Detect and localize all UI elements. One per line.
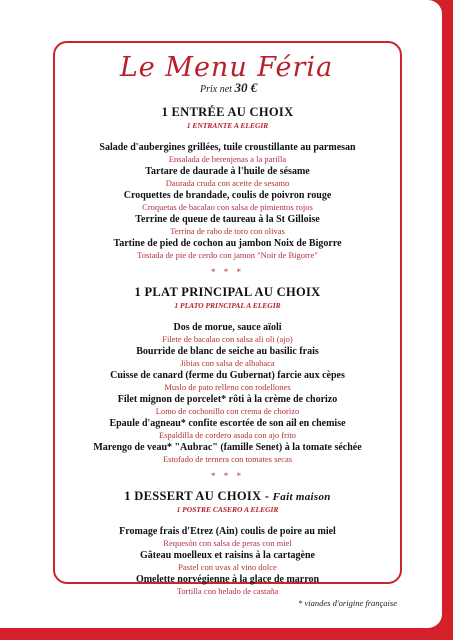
dish-translation: Requesón con salsa de peras con miel — [163, 538, 292, 548]
list-item — [60, 393, 395, 417]
list-item — [60, 237, 395, 261]
dish-name: Epaule d'agneau* confite escortée de son ail en chemise — [109, 418, 346, 429]
section-subtitle: 1 ENTRANTE A ELEGIR — [186, 121, 269, 130]
list-item — [60, 213, 395, 237]
menu-price — [200, 80, 257, 96]
list-item — [60, 441, 395, 465]
list-item — [60, 549, 395, 573]
list-item — [60, 369, 395, 393]
dish-name: Terrine de queue de taureau à la St Gilloise — [135, 214, 320, 225]
list-item — [60, 321, 395, 345]
dish-translation: Croquetas de bacalao con salsa de pimientos rojos — [142, 202, 313, 212]
dish-name: Gâteau moelleux et raisins à la cartagène — [140, 550, 315, 561]
dish-translation: Lomo de cochonillo con crema de chorizo — [155, 406, 300, 416]
section-subtitle: 1 PLATO PRINCIPAL A ELEGIR — [174, 301, 281, 310]
dish-translation: Daurada cruda con aceite de sesamo — [165, 178, 290, 188]
list-item — [60, 141, 395, 165]
dish-translation: Tostada de pie de cerdo con jamon "Noir de Bigorre" — [137, 250, 318, 260]
dish-translation: Filete de bacalao con salsa ali oli (ajo) — [162, 334, 293, 344]
list-item — [60, 345, 395, 369]
dish-translation: Terrina de rabo de toro con olivas — [170, 226, 285, 236]
section-subtitle: 1 POSTRE CASERO A ELEGIR — [176, 505, 279, 514]
list-item — [60, 417, 395, 441]
list-item — [60, 573, 395, 597]
dish-name: Marengo de veau* "Aubrac" (famille Senet) à la tomate séchée — [93, 442, 362, 453]
list-item — [60, 525, 395, 549]
dish-name: Tartine de pied de cochon au jambon Noix de Bigorre — [113, 238, 342, 249]
section-title: 1 ENTRÉE AU CHOIX — [161, 105, 294, 119]
price-value: 30 € — [234, 80, 258, 95]
dish-name: Croquettes de brandade, coulis de poivron rouge — [123, 190, 332, 201]
section-dessert — [60, 489, 395, 597]
dish-translation: Jibias con salsa de albahaca — [180, 358, 275, 368]
dish-translation: Ensalada de berenjenas a la parilla — [168, 154, 287, 164]
dish-translation: Muslo de pato relleno con rodellones — [164, 382, 291, 392]
menu-content — [60, 105, 395, 597]
dish-name: Dos de morue, sauce aïoli — [173, 322, 282, 333]
separator: * * * — [211, 471, 244, 481]
list-item — [60, 189, 395, 213]
section-plat — [60, 285, 395, 465]
dish-name: Cuisse de canard (ferme du Gubernat) farcie aux cèpes — [110, 370, 345, 381]
menu-title: Le Menu Féria — [119, 52, 334, 83]
dish-translation: Pastel con uvas al vino dolce — [178, 562, 277, 572]
dish-name: Salade d'aubergines grillées, tuile croustillante au parmesan — [99, 142, 356, 153]
dish-name: Tartare de daurade à l'huile de sésame — [145, 166, 310, 177]
dish-translation: Estofado de ternera con tomates secas — [162, 454, 293, 464]
section-title: 1 PLAT PRINCIPAL AU CHOIX — [134, 285, 321, 299]
price-label: Prix net — [200, 84, 232, 95]
dish-name: Bourride de blanc de seiche au basilic frais — [136, 346, 319, 357]
separator: * * * — [211, 267, 244, 277]
dish-translation: Espaldilla de cordero asada con ajo frito — [159, 430, 296, 440]
list-item — [60, 165, 395, 189]
dish-name: Omelette norvégienne à la glace de marron — [135, 574, 320, 585]
dish-name: Fromage frais d'Etrez (Ain) coulis de poire au miel — [119, 526, 336, 537]
footnote: * viandes d'origine française — [298, 598, 397, 608]
section-entree — [60, 105, 395, 261]
dish-name: Filet mignon de porcelet* rôti à la crème de chorizo — [117, 394, 338, 405]
dish-translation: Tortilla con helado de castaña — [176, 586, 279, 596]
section-title: 1 DESSERT AU CHOIX - Fait maison — [124, 489, 331, 503]
